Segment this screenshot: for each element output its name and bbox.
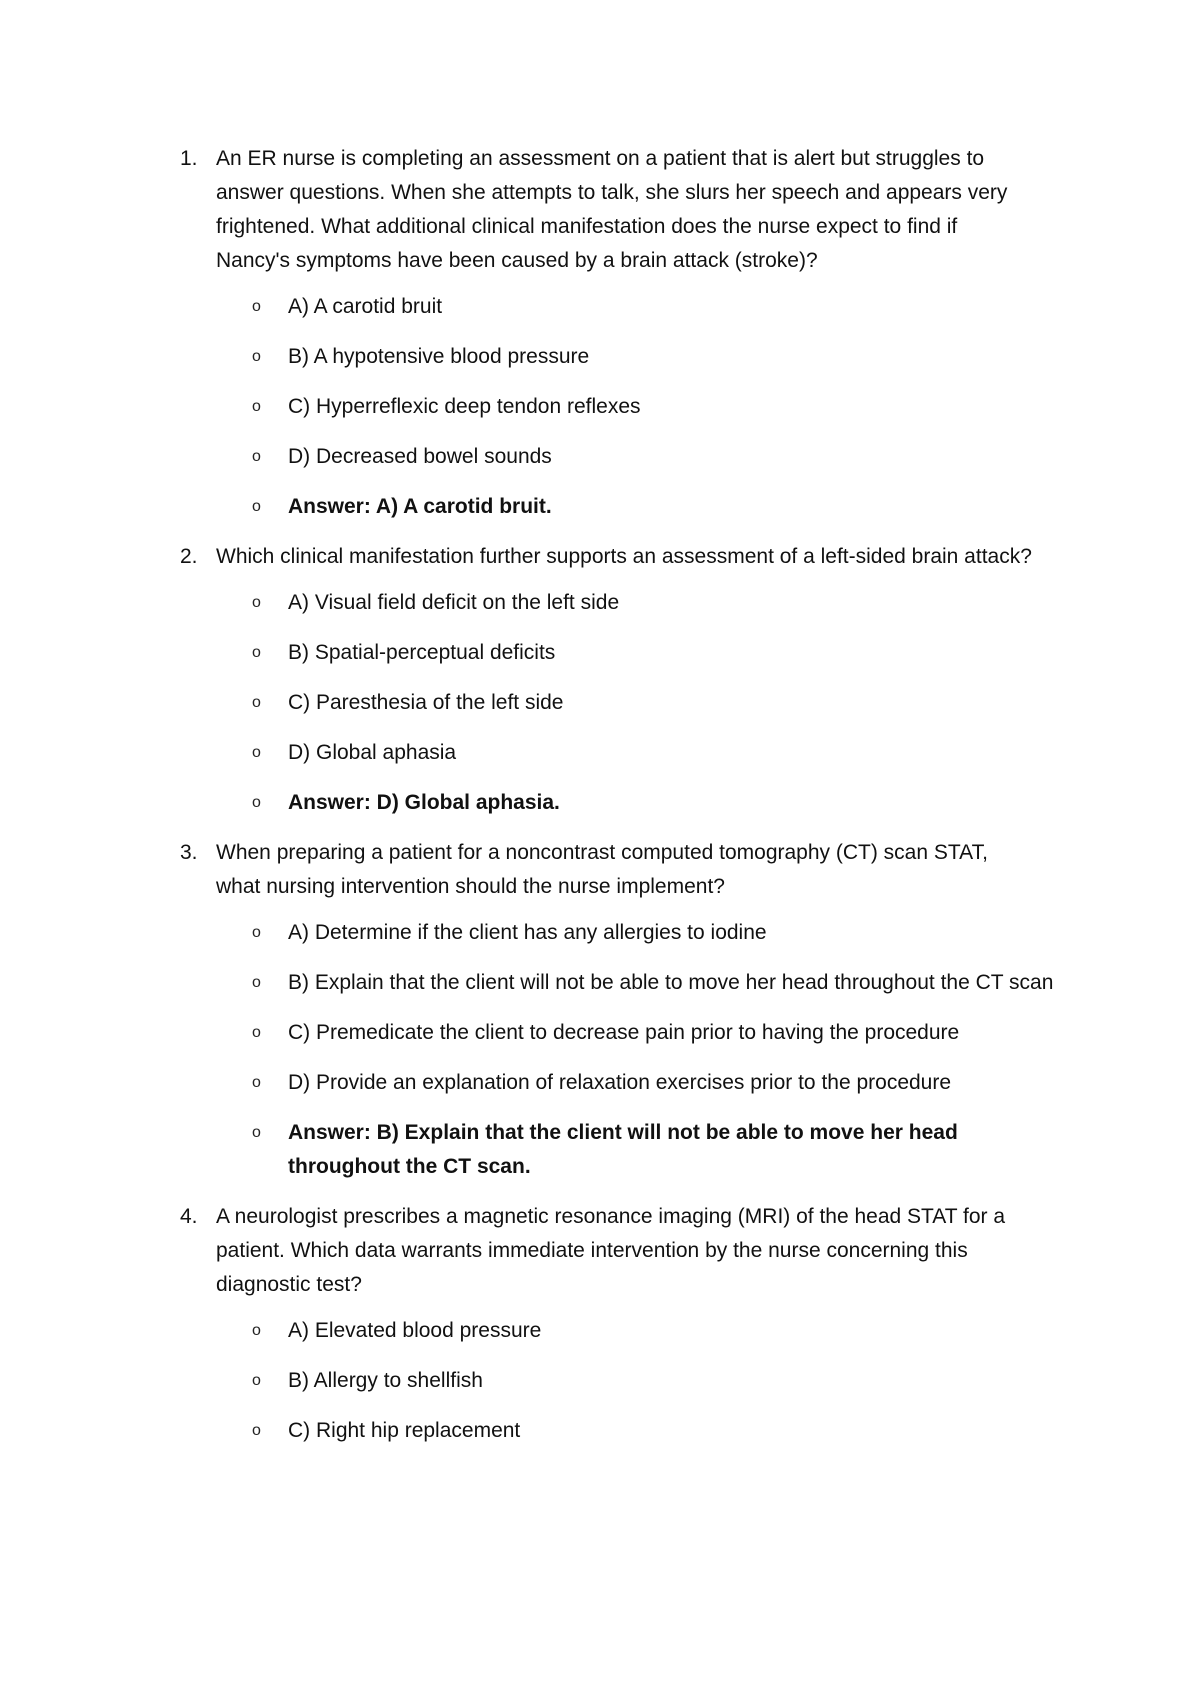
- option-text: A) A carotid bruit: [288, 295, 443, 318]
- bullet-icon: o: [252, 924, 261, 941]
- question-item: [180, 142, 1060, 524]
- answer-item: [180, 1116, 1060, 1184]
- bullet-icon: o: [252, 348, 261, 365]
- question-text: A neurologist prescribes a magnetic resonance imaging (MRI) of the head STAT for a patient. Which data warrants immediate intervention by the nurse concerning this diagnostic test?: [216, 1205, 1006, 1296]
- option-item: [180, 966, 1060, 1000]
- bullet-icon: o: [252, 1024, 261, 1041]
- bullet-icon: o: [252, 398, 261, 415]
- option-item: [180, 290, 1060, 324]
- option-item: [180, 440, 1060, 474]
- answer-text: Answer: A) A carotid bruit.: [288, 495, 552, 518]
- question-item: [180, 540, 1060, 820]
- option-text: A) Elevated blood pressure: [288, 1319, 542, 1342]
- option-list: [180, 290, 1060, 524]
- bullet-icon: o: [252, 644, 261, 661]
- bullet-icon: o: [252, 1422, 261, 1439]
- option-item: [180, 916, 1060, 950]
- bullet-icon: o: [252, 974, 261, 991]
- option-list: [180, 1314, 1060, 1448]
- option-text: D) Provide an explanation of relaxation exercises prior to the procedure: [288, 1071, 952, 1094]
- option-text: C) Hyperreflexic deep tendon reflexes: [288, 395, 641, 418]
- question-text: When preparing a patient for a noncontrast computed tomography (CT) scan STAT, what nursing intervention should the nurse implement?: [216, 841, 988, 898]
- option-item: [180, 636, 1060, 670]
- bullet-icon: o: [252, 1124, 261, 1141]
- option-list: [180, 916, 1060, 1184]
- question-number: 2.: [180, 545, 198, 568]
- option-text: A) Visual field deficit on the left side: [288, 591, 620, 614]
- option-text: C) Paresthesia of the left side: [288, 691, 564, 714]
- answer-text: Answer: B) Explain that the client will not be able to move her head throughout the CT scan.: [288, 1121, 958, 1178]
- question-number: 3.: [180, 841, 198, 864]
- bullet-icon: o: [252, 1074, 261, 1091]
- option-text: B) A hypotensive blood pressure: [288, 345, 590, 368]
- option-list: [180, 586, 1060, 820]
- option-item: [180, 1016, 1060, 1050]
- option-item: [180, 586, 1060, 620]
- bullet-icon: o: [252, 1322, 261, 1339]
- bullet-icon: o: [252, 298, 261, 315]
- bullet-icon: o: [252, 744, 261, 761]
- option-text: A) Determine if the client has any allergies to iodine: [288, 921, 767, 944]
- question-list: [180, 142, 1060, 1464]
- question-item: [180, 836, 1060, 1184]
- option-item: [180, 686, 1060, 720]
- answer-item: [180, 786, 1060, 820]
- question-text: An ER nurse is completing an assessment on a patient that is alert but struggles to answer questions. When she attempts to talk, she slurs her speech and appears very frightened. What additional clinical manifestation does the nurse expect to find if Nancy's symptoms have been caused by a brain attack (stroke)?: [216, 147, 1008, 272]
- bullet-icon: o: [252, 498, 261, 515]
- option-item: [180, 736, 1060, 770]
- option-text: C) Right hip replacement: [288, 1419, 521, 1442]
- question-text: Which clinical manifestation further supports an assessment of a left-sided brain attack?: [216, 545, 1032, 568]
- option-item: [180, 1314, 1060, 1348]
- option-text: B) Spatial-perceptual deficits: [288, 641, 556, 664]
- answer-item: [180, 490, 1060, 524]
- bullet-icon: o: [252, 794, 261, 811]
- answer-text: Answer: D) Global aphasia.: [288, 791, 560, 814]
- bullet-icon: o: [252, 448, 261, 465]
- bullet-icon: o: [252, 594, 261, 611]
- bullet-icon: o: [252, 694, 261, 711]
- question-number: 4.: [180, 1205, 198, 1228]
- option-text: B) Allergy to shellfish: [288, 1369, 483, 1392]
- option-text: B) Explain that the client will not be able to move her head throughout the CT scan: [288, 971, 1054, 994]
- option-item: [180, 1066, 1060, 1100]
- option-item: [180, 390, 1060, 424]
- question-item: [180, 1200, 1060, 1448]
- question-number: 1.: [180, 147, 198, 170]
- option-item: [180, 1414, 1060, 1448]
- bullet-icon: o: [252, 1372, 261, 1389]
- option-item: [180, 1364, 1060, 1398]
- option-text: D) Decreased bowel sounds: [288, 445, 552, 468]
- option-text: C) Premedicate the client to decrease pain prior to having the procedure: [288, 1021, 960, 1044]
- option-text: D) Global aphasia: [288, 741, 457, 764]
- option-item: [180, 340, 1060, 374]
